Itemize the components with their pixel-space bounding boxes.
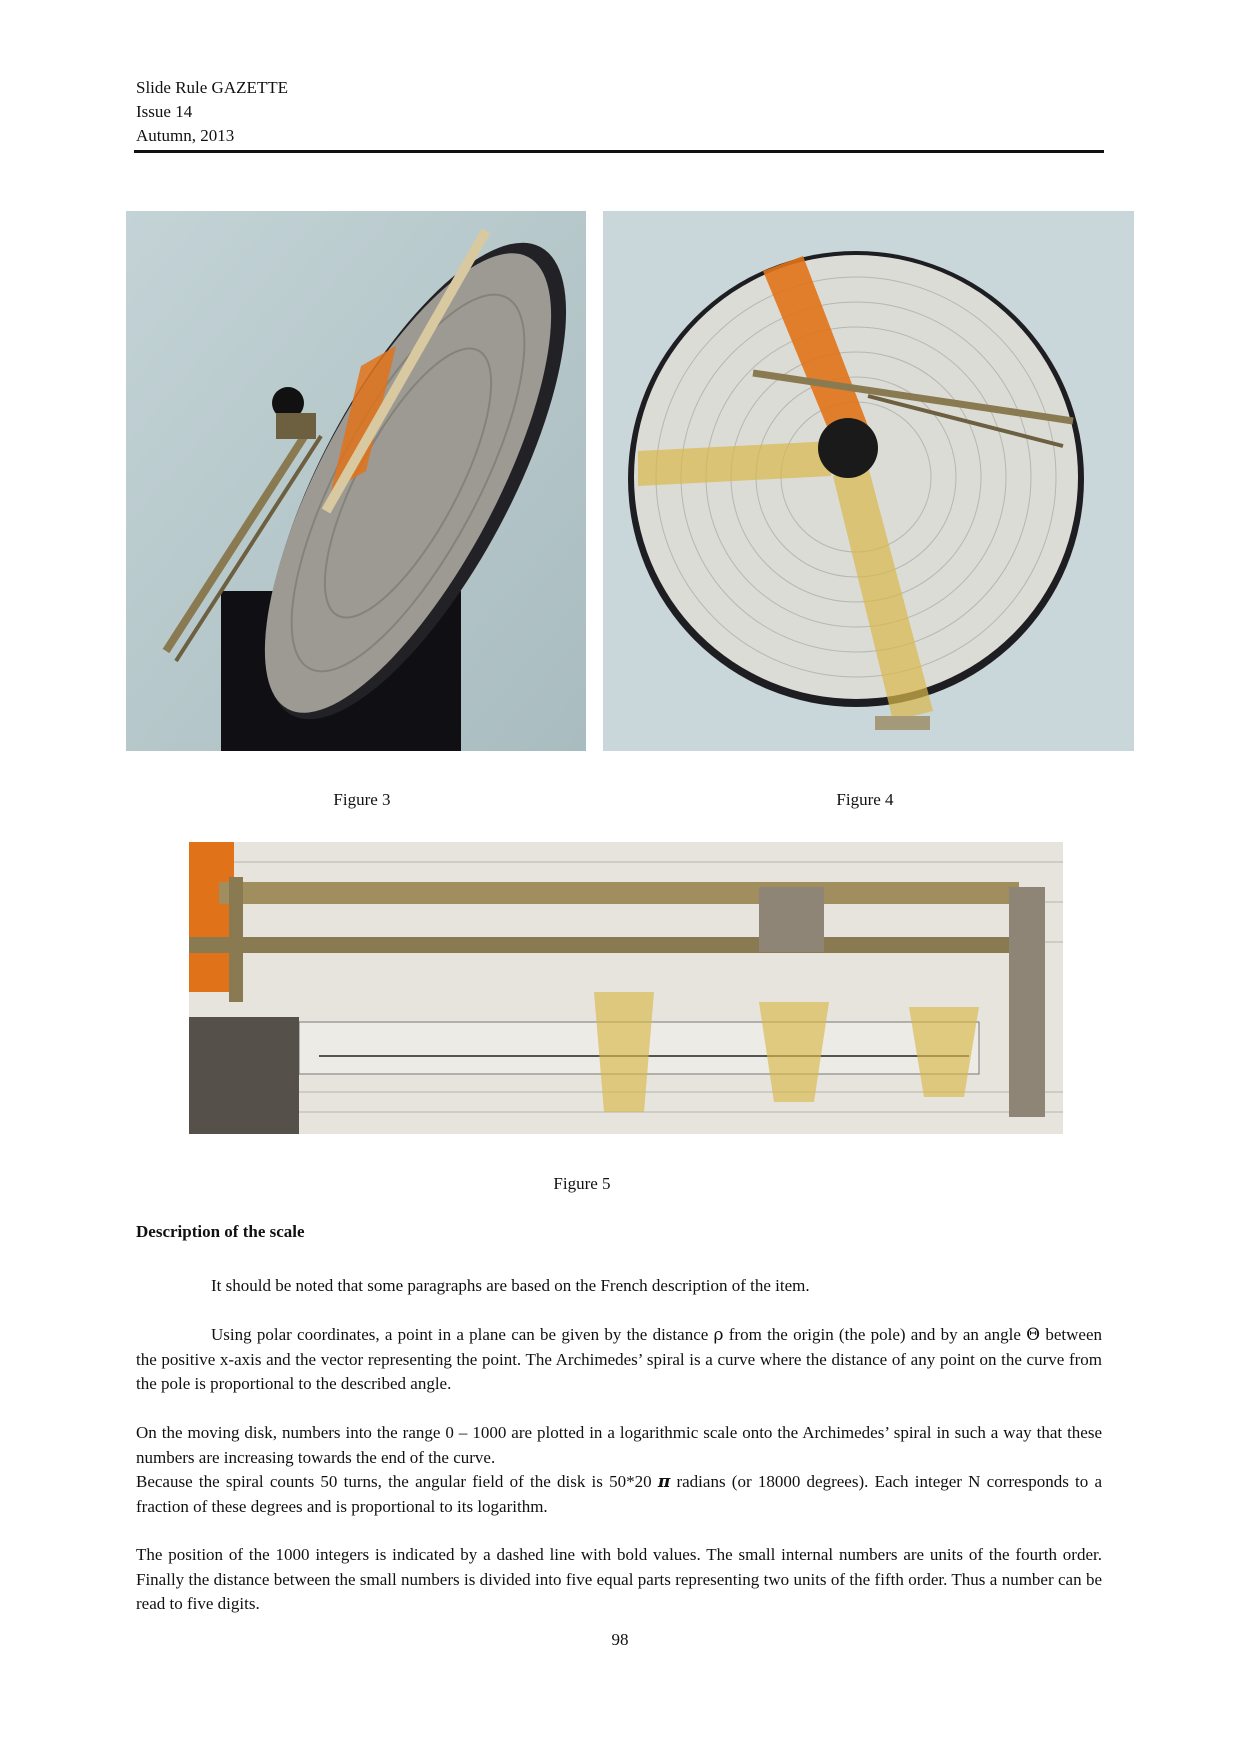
figure-3-caption: Figure 3 (333, 790, 391, 809)
paragraph-3-part-a: On the moving disk, numbers into the range 0 – 1000 are plotted in a logarithmic scale onto the Archimedes’ spiral in such a way that these numbers are increasing towards the end of the curve. (136, 1423, 1102, 1467)
figure-4-illustration (603, 211, 1134, 751)
figure-3-illustration (126, 211, 586, 751)
paragraph-2-part-a: Using polar coordinates, a point in a plane can be given by the distance (211, 1325, 714, 1344)
figure-4-photo (603, 211, 1134, 751)
figure-5-photo (189, 842, 1063, 1134)
paragraph-4: The position of the 1000 integers is indicated by a dashed line with bold values. The small internal numbers are units of the fourth order. Finally the distance between the small numbers is divided into five equal parts representing two units of the fifth order. Thus a number can be read to five digits. (136, 1545, 1102, 1613)
knob-base (189, 1017, 299, 1134)
upper-brass-bar (189, 937, 1009, 953)
paragraph-3 (136, 1421, 1102, 1519)
figure-5-caption: Figure 5 (553, 1174, 611, 1193)
header-rule (134, 150, 1104, 153)
issue-date: Autumn, 2013 (136, 126, 235, 145)
rho-symbol: ρ (713, 1325, 724, 1345)
figure-4-caption: Figure 4 (836, 790, 894, 809)
paragraph-3-part-c: radians (or 18000 degrees). Each integer N corresponds to a fraction of these degrees and is proportional to its logarithm. (136, 1472, 1103, 1516)
top-brass-bar (219, 882, 1019, 904)
slider-block (759, 887, 824, 952)
page-number: 98 (611, 1630, 629, 1649)
paragraph-3-part-b: Because the spiral counts 50 turns, the angular field of the disk is 50*20 (136, 1472, 658, 1491)
paragraph-1: It should be noted that some paragraphs are based on the French description of the item. (211, 1276, 810, 1295)
center-knob (818, 418, 878, 478)
paragraph-2 (136, 1323, 1102, 1397)
amber-cursor-1 (594, 992, 654, 1112)
publication-title: Slide Rule GAZETTE (136, 78, 289, 97)
running-header (136, 76, 288, 148)
orange-cursor (189, 842, 234, 992)
section-title: Description of the scale (136, 1222, 305, 1241)
paragraph-2-part-c: between the positive x-axis and the vector representing the point. The Archimedes’ spiral is a curve where the distance of any point on the curve from the pole is proportional to the described angle. (136, 1325, 1102, 1393)
figure-3-photo (126, 211, 586, 751)
theta-symbol: Θ (1026, 1325, 1041, 1345)
issue-number: Issue 14 (136, 102, 193, 121)
end-bracket (1009, 887, 1045, 1117)
figure-5-illustration (189, 842, 1063, 1134)
pi-symbol: π (657, 1472, 671, 1492)
paragraph-2-part-b: from the origin (the pole) and by an angle (723, 1325, 1027, 1344)
